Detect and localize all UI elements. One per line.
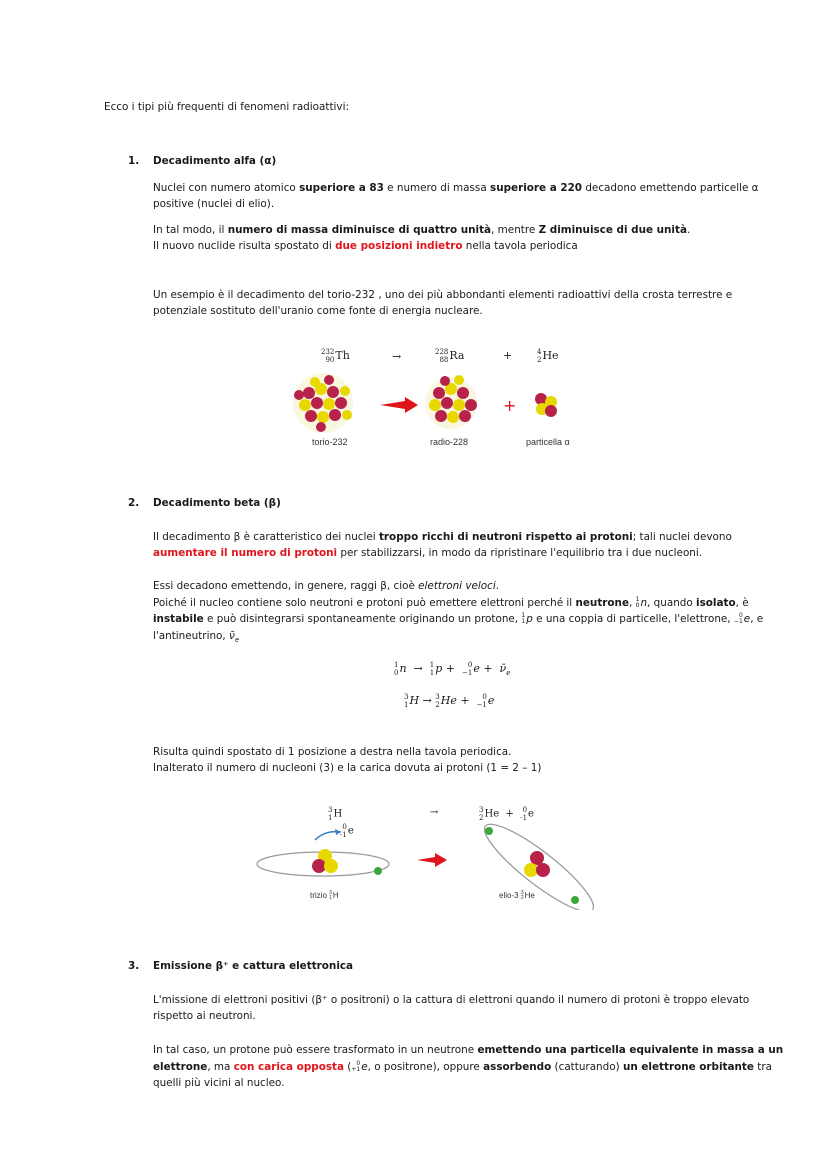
helium3-label: elio-3 3 2 He — [499, 890, 535, 901]
s2-paragraph-6: l'antineutrino, $\nū_e$ — [153, 630, 240, 645]
intro-text: Ecco i tipi più frequenti di fenomeni radioattivi: — [104, 101, 349, 113]
s3-paragraph-4: elettrone, ma con carica opposta ( 0 +1 e, o positrone), oppure assorbendo (catturando) un elettrone orbitante tra — [153, 1060, 772, 1073]
beta-equation-2: 3 1 H → 3 2 He + 0 −1 e — [404, 693, 495, 709]
helium3-atom-icon — [476, 820, 600, 910]
alpha-decay-figure — [285, 343, 585, 453]
section-2-number: 2. — [128, 497, 140, 509]
section-3-number: 3. — [128, 960, 140, 972]
s3-paragraph-5: quelli più vicini al nucleo. — [153, 1077, 285, 1089]
tritium-symbol: 3 1 H — [328, 806, 343, 822]
s1-paragraph-1: Nuclei con numero atomico superiore a 83 e numero di massa superiore a 220 decadono emettendo particelle α — [153, 182, 759, 194]
red-plus-icon: + — [503, 396, 517, 415]
tritium-label: trizio 3 1 H — [310, 890, 339, 901]
alpha-particle-icon — [535, 393, 557, 417]
s1-paragraph-4: Un esempio è il decadimento del torio-232 , uno dei più abbondanti elementi radioattivi della crosta terrestre e — [153, 289, 733, 301]
red-arrow-icon-2 — [417, 853, 447, 867]
radium-nucleus-icon — [425, 375, 477, 429]
beta-equation-1: 1 0 n → 1 1 p + 0 −1 $e + \nū_e$ — [394, 661, 511, 678]
helium3-symbol: 3 2 He + 0 -1 e — [479, 806, 534, 822]
s2-paragraph-2: aumentare il numero di protoni per stabilizzarsi, in modo da ripristinare l'equilibrio tra i due nucleoni. — [153, 547, 703, 559]
radium-symbol: 228 88 Ra — [435, 348, 465, 364]
alpha-particle-label: particella α — [526, 437, 570, 447]
section-1-number: 1. — [128, 155, 140, 167]
s2-paragraph-5: instabile e può disintegrarsi spontaneamente originando un protone, 1 1 p e una coppia di particelle, l'elettrone, 0 −1 e, e — [153, 612, 764, 625]
arrow-symbol: → — [392, 350, 402, 363]
section-2-title: Decadimento beta (β) — [153, 497, 281, 509]
electron-symbol: 0 -1 e — [340, 823, 354, 839]
s2-paragraph-7: Risulta quindi spostato di 1 posizione a destra nella tavola periodica. — [153, 746, 512, 758]
s3-paragraph-1: L'missione di elettroni positivi (β⁺ o positroni) o la cattura di elettroni quando il numero di protoni è troppo elevato — [153, 994, 750, 1006]
alpha-nuclei-illustration — [285, 365, 585, 465]
section-3-title: Emissione β⁺ e cattura elettronica — [153, 960, 354, 972]
arrow-symbol-2: → — [430, 807, 439, 818]
s2-paragraph-1: Il decadimento β è caratteristico dei nuclei troppo ricchi di neutroni rispetto ai protoni; tali nuclei devono — [153, 531, 732, 543]
s1-paragraph-3: Il nuovo nuclide risulta spostato di due posizioni indietro nella tavola periodica — [153, 240, 578, 252]
radium-label: radio-228 — [430, 437, 469, 447]
s3-paragraph-2: rispetto ai neutroni. — [153, 1010, 256, 1022]
beta-decay-figure — [255, 802, 600, 907]
red-arrow-icon — [380, 397, 418, 413]
section-1-title: Decadimento alfa (α) — [153, 155, 277, 167]
thorium-label: torio-232 — [312, 437, 348, 447]
s3-paragraph-3: In tal caso, un protone può essere trasformato in un neutrone emettendo una particella equivalente in massa a un — [153, 1044, 784, 1056]
helium-symbol: 4 2 He — [537, 348, 559, 364]
s2-paragraph-4: Poiché il nucleo contiene solo neutroni e protoni può emettere elettroni perché il neutrone, 1 0 n, quando isolato, è — [153, 596, 749, 609]
s2-paragraph-8: Inalterato il numero di nucleoni (3) e la carica dovuta ai protoni (1 = 2 – 1) — [153, 762, 542, 774]
beta-atoms-illustration — [255, 820, 600, 910]
s1-paragraph-1b: positive (nuclei di elio). — [153, 198, 275, 210]
s1-paragraph-2: In tal modo, il numero di massa diminuisce di quattro unità, mentre Z diminuisce di due unità. — [153, 224, 691, 236]
tritium-atom-icon — [257, 829, 389, 876]
thorium-nucleus-icon — [293, 373, 353, 433]
plus-symbol: + — [503, 349, 513, 362]
s1-paragraph-5: potenziale sostituto dell'uranio come fonte di energia nucleare. — [153, 305, 483, 317]
s2-paragraph-3: Essi decadono emettendo, in genere, raggi β, cioè elettroni veloci. — [153, 580, 500, 592]
thorium-symbol: 232 90 Th — [321, 348, 350, 364]
